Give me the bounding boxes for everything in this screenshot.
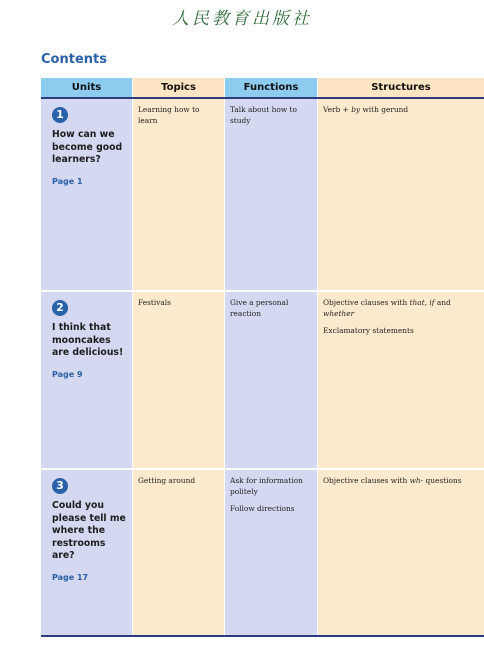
topics-cell — [133, 470, 225, 635]
structure-part: Exclamatory statements — [323, 326, 414, 335]
structure-text — [323, 325, 479, 336]
structures-cell — [318, 470, 484, 635]
functions-cell — [225, 99, 318, 290]
function-text: Follow directions — [230, 504, 295, 513]
structure-part: Verb + — [323, 105, 352, 114]
header-functions: Functions — [225, 78, 318, 97]
structure-part: , — [424, 298, 430, 307]
structure-text — [323, 297, 479, 319]
structure-text — [323, 475, 479, 486]
header-structures: Structures — [318, 78, 484, 97]
function-text: Give a personal reaction — [230, 298, 289, 318]
structure-part-italic: whether — [323, 309, 355, 318]
structures-cell — [318, 292, 484, 468]
structure-part: Objective clauses with — [323, 476, 410, 485]
topic-text: Festivals — [138, 298, 171, 307]
function-text: Talk about how to study — [230, 105, 297, 125]
structure-text — [323, 104, 479, 115]
contents-table — [41, 78, 484, 637]
unit-cell — [41, 99, 133, 290]
unit-page-link[interactable]: Page 17 — [52, 572, 89, 582]
structure-part-italic: that — [409, 298, 425, 307]
topics-cell — [133, 292, 225, 468]
structure-part-italic: if — [429, 298, 435, 307]
structure-part: with gerund — [360, 105, 409, 114]
topic-text: Learning how to learn — [138, 105, 200, 125]
bottom-divider — [41, 635, 484, 637]
table-row — [41, 99, 484, 290]
topic-text: Getting around — [138, 476, 196, 485]
header-topics: Topics — [133, 78, 225, 97]
structure-part-italic: by — [351, 105, 361, 114]
unit-number-badge: 2 — [52, 300, 68, 316]
structures-cell — [318, 99, 484, 290]
unit-page-link[interactable]: Page 9 — [52, 369, 83, 379]
unit-number-badge: 1 — [52, 107, 68, 123]
header-units: Units — [41, 78, 133, 97]
unit-cell — [41, 470, 133, 635]
functions-cell — [225, 292, 318, 468]
structure-part: Objective clauses with — [323, 298, 410, 307]
unit-question: Could you please tell me where the restrooms are? — [52, 500, 126, 561]
table-row — [41, 470, 484, 635]
functions-cell — [225, 470, 318, 635]
topics-cell — [133, 99, 225, 290]
structure-part-italic: wh- — [409, 476, 424, 485]
unit-cell — [41, 292, 133, 468]
structure-part: questions — [423, 476, 462, 485]
table-row — [41, 292, 484, 468]
unit-question: I think that mooncakes are delicious! — [52, 322, 124, 358]
function-text: Ask for information politely — [230, 476, 303, 496]
page-title: Contents — [41, 52, 107, 67]
unit-page-link[interactable]: Page 1 — [52, 176, 83, 186]
unit-question: How can we become good learners? — [52, 129, 123, 165]
table-header — [41, 78, 484, 97]
structure-part: and — [434, 298, 451, 307]
unit-number-badge: 3 — [52, 478, 68, 494]
publisher-logo: 人民教育出版社 — [172, 9, 312, 29]
